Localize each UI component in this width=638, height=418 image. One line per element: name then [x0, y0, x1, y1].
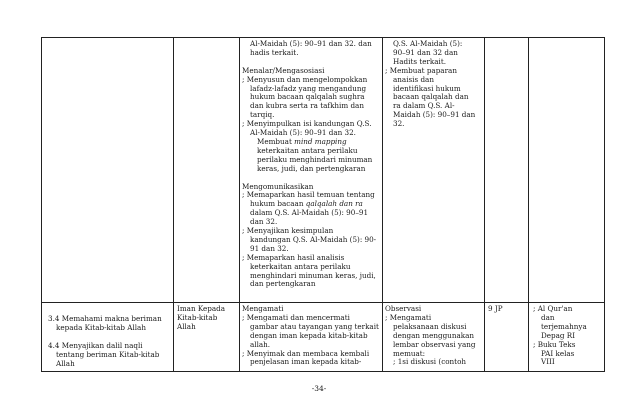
col-border-5: [528, 37, 529, 372]
col-border-3: [382, 37, 383, 372]
cell-line: 3.4 Memahami makna beriman: [48, 314, 162, 323]
col-border-1: [173, 37, 174, 372]
cell-line: Allah: [177, 321, 196, 331]
cell-line: gambar atau tayangan yang terkait: [250, 321, 379, 331]
cell-line: 9 JP: [488, 304, 503, 313]
table-bottom-border: [41, 371, 604, 372]
cell-line: dan pertengkaran: [250, 279, 316, 289]
cell-line: ; Menyimak dan membaca kembali: [242, 348, 370, 358]
cell-line: 91 dan 32.: [250, 243, 289, 253]
competency-cell: [48, 315, 162, 368]
cell-line: kandungan Q.S. Al-Maidah (5): 90-: [250, 234, 377, 244]
cell-line: pelaksanaan diskusi: [393, 321, 467, 331]
cell-line: bacaan qalqalah dan: [393, 92, 469, 102]
cell-line: ; Menyajikan kesimpulan: [242, 226, 334, 236]
cell-line: PAI kelas: [541, 348, 575, 358]
cell-line: dalam Q.S. Al-Maidah (5): 90–91: [250, 208, 369, 218]
cell-line: Q.S. Al-Maidah (5):: [393, 39, 463, 48]
cell-line: kepada Kitab-kitab Allah: [56, 322, 146, 332]
cell-line: ; Mengamati: [385, 312, 432, 322]
cell-line: Observasi: [385, 304, 422, 313]
cell-line: Allah: [56, 358, 75, 368]
cell-line: ; Memaparkan hasil analisis: [242, 252, 345, 262]
top-assessment: [385, 40, 475, 129]
cell-line: tentang beriman Kitab-kitab: [56, 349, 160, 359]
cell-line: lafadz-lafadz yang mengandung: [250, 83, 367, 93]
cell-line: ; Mengamati dan mencermati: [242, 312, 350, 322]
cell-line: Menalar/Mengasosiasi: [242, 65, 325, 75]
cell-line: Mengomunikasikan: [242, 181, 314, 191]
cell-line: ra dalam Q.S. Al-: [393, 101, 455, 111]
cell-line: identifikasi hukum: [393, 83, 461, 93]
cell-line: ; 1si diskusi (contoh: [393, 357, 467, 367]
cell-line: Maidah (5): 90–91 dan: [393, 110, 476, 120]
col-border-6: [604, 37, 605, 372]
cell-line: terjemahnya: [541, 321, 587, 331]
cell-line: hadis terkait.: [250, 47, 299, 57]
cell-line: hukum bacaan qalqalah sughra: [250, 92, 365, 102]
cell-line: allah.: [250, 339, 271, 349]
cell-line: Mengamati: [242, 304, 284, 313]
cell-line: Depag RI: [541, 330, 576, 340]
cell-line: anaisis dan: [393, 74, 434, 84]
cell-line: Hadits terkait.: [393, 56, 447, 66]
col-border-0: [41, 37, 42, 372]
time-allocation-cell: [488, 305, 503, 314]
page-number: -34-: [311, 384, 327, 393]
cell-line: dan 32.: [250, 217, 278, 227]
cell-line: ; Menyusun dan mengelompokkan: [242, 74, 368, 84]
cell-line: dan kubra serta ra tafkhim dan: [250, 101, 364, 111]
cell-line: dengan menggunakan: [393, 330, 474, 340]
table-top-border: [41, 37, 604, 38]
cell-line: dengan iman kepada kitab-kitab: [250, 330, 368, 340]
cell-line: VIII: [541, 357, 555, 367]
cell-line: Al-Maidah (5): 90–91 dan 32.: [250, 128, 356, 138]
row-divider: [41, 302, 604, 303]
cell-line: Membuat mind mapping: [257, 136, 347, 146]
assessment-cell: [385, 305, 475, 367]
cell-line: keras, judi, dan pertengkaran: [257, 163, 366, 173]
cell-line: 4.4 Menyajikan dalil naqli: [48, 340, 143, 350]
cell-line: lembar observasi yang: [393, 339, 476, 349]
cell-line: ; Al Qur'an: [533, 304, 573, 313]
col-border-2: [239, 37, 240, 372]
material-cell: [177, 305, 225, 332]
col-border-4: [484, 37, 485, 372]
cell-line: 32.: [393, 119, 405, 129]
cell-line: ; Memaparkan hasil temuan tentang: [242, 190, 375, 200]
cell-line: ; Buku Teks: [533, 339, 576, 349]
learning-activities-cell: [242, 305, 379, 367]
cell-line: penjelasan iman kepada kitab-: [250, 357, 362, 367]
cell-line: dan: [541, 312, 555, 322]
cell-line: menghindari minuman keras, judi,: [250, 270, 376, 280]
cell-line: memuat:: [393, 348, 426, 358]
cell-line: keterkaitan antara perilaku: [257, 145, 358, 155]
cell-line: ; Membuat paparan: [385, 65, 457, 75]
cell-line: keterkaitan antara perilaku: [250, 261, 351, 271]
cell-line: Iman Kepada: [177, 304, 226, 313]
cell-line: perilaku menghindari minuman: [257, 154, 373, 164]
cell-line: Kitab-kitab: [177, 312, 218, 322]
cell-line: hukum bacaan qalqalah dan ra: [250, 199, 363, 209]
cell-line: tarqiq.: [250, 110, 275, 120]
cell-line: 90–91 dan 32 dan: [393, 47, 458, 57]
cell-line: ; Menyimpulkan isi kandungan Q.S.: [242, 119, 372, 129]
top-learning-activities: [242, 40, 376, 289]
cell-line: Al-Maidah (5): 90–91 dan 32. dan: [250, 39, 372, 48]
learning-resources-cell: [533, 305, 587, 367]
